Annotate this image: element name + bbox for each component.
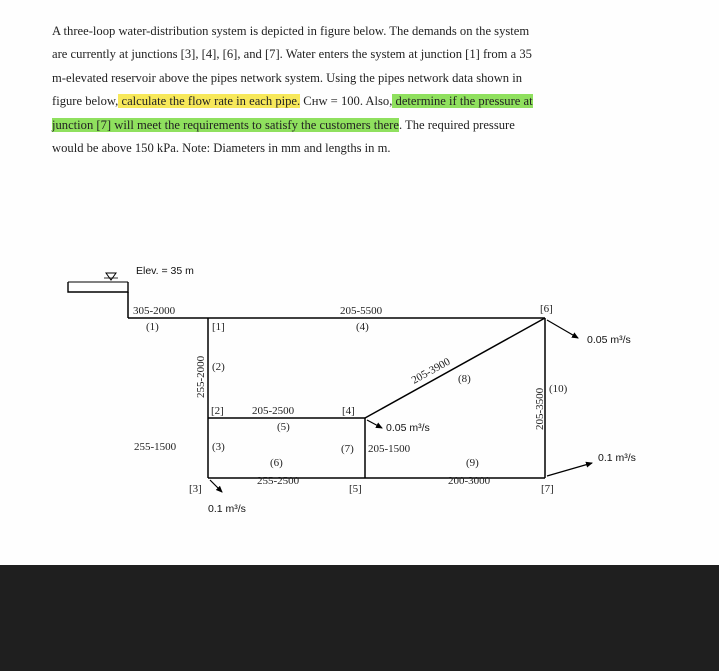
pipe-10-id: (10)	[549, 383, 568, 395]
pipe-5-id: (5)	[277, 421, 290, 433]
pipe-2-id: (2)	[212, 361, 225, 373]
pipe-8-id: (8)	[458, 373, 471, 385]
pipe-6-spec: 255-2500	[257, 475, 300, 487]
pipe-8-line	[365, 318, 545, 418]
demand-arrow-j4	[367, 420, 382, 428]
demand-j7-label: 0.1 m³/s	[598, 452, 636, 464]
junction-6-label: [6]	[540, 303, 553, 315]
text-run: are currently at junctions [3], [4], [6], and [7]. Water enters the system at junction [1] from a 35	[52, 47, 532, 62]
pipe-1-id: (1)	[146, 321, 159, 333]
text-run: would be above 150 kPa. Note: Diameters in mm and lengths in m.	[52, 141, 391, 156]
pipe-9-spec: 200-3000	[448, 475, 491, 487]
text-run: Cʜᴡ = 100. Also,	[300, 94, 393, 109]
demand-arrow-j6	[547, 320, 578, 338]
pipe-4-spec: 205-5500	[340, 305, 383, 317]
green-highlight: determine if the pressure at	[392, 94, 533, 109]
junction-1-label: [1]	[212, 321, 225, 333]
reservoir	[68, 265, 194, 292]
pipe-8-spec: 205-3900	[409, 355, 453, 387]
pipe-9-id: (9)	[466, 457, 479, 469]
text-run: . The required pressure	[398, 117, 515, 132]
demand-j3-label: 0.1 m³/s	[208, 503, 246, 515]
text-run: m-elevated reservoir above the pipes network system. Using the pipes network data shown in	[52, 70, 523, 85]
yellow-highlight: calculate the flow rate in each pipe.	[118, 94, 301, 109]
pipe-4-id: (4)	[356, 321, 369, 333]
demand-arrow-j7	[547, 463, 592, 476]
water-level-triangle-icon	[106, 273, 116, 280]
junction-4-label: [4]	[342, 405, 355, 417]
junction-5-label: [5]	[349, 483, 362, 495]
demand-j4-label: 0.05 m³/s	[386, 422, 430, 434]
pipe-2-spec: 255-2000	[195, 355, 207, 398]
pipe-7-id: (7)	[341, 443, 354, 455]
pipe-7-spec: 205-1500	[368, 443, 411, 455]
pipe-1-spec: 305-2000	[133, 305, 176, 317]
demand-j6-label: 0.05 m³/s	[587, 334, 631, 346]
pipes	[128, 292, 545, 478]
pipe-3-spec: 255-1500	[134, 441, 177, 453]
junction-3-label: [3]	[189, 483, 202, 495]
text-run: A three-loop water-distribution system is depicted in figure below. The demands on the system	[52, 24, 530, 38]
pipe-6-id: (6)	[270, 457, 283, 469]
reservoir-elevation-label: Elev. = 35 m	[136, 265, 194, 277]
reservoir-tank	[68, 282, 128, 292]
junction-2-label: [2]	[211, 405, 224, 417]
pipe-5-spec: 205-2500	[252, 405, 295, 417]
green-highlight: junction [7] will meet the requirements to satisfy the customers there	[52, 117, 399, 132]
text-run: figure below,	[52, 94, 119, 109]
junction-7-label: [7]	[541, 483, 554, 495]
pipe-3-id: (3)	[212, 441, 225, 453]
pipe-10-spec: 205-3500	[534, 387, 546, 430]
demand-arrow-j3	[210, 480, 222, 492]
bottom-panel	[0, 565, 719, 671]
